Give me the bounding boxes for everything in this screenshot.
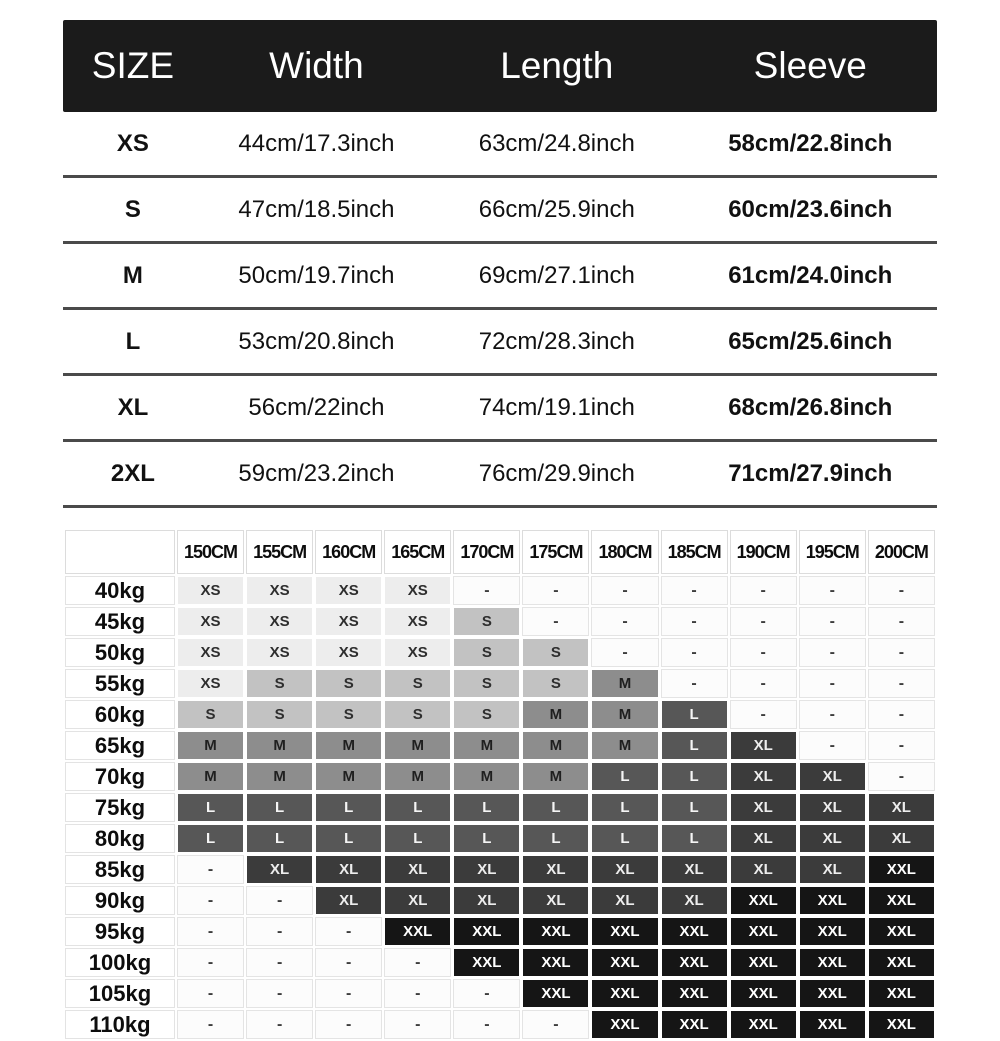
size-table-rows: [63, 112, 937, 508]
fit-cell: M: [591, 669, 658, 698]
fit-cell: XL: [453, 886, 520, 915]
weight-label: 55kg: [65, 669, 175, 698]
fit-cell-empty: -: [799, 607, 866, 636]
fit-cell-empty: -: [315, 948, 382, 977]
matrix-row: [65, 576, 935, 605]
size-table-row: [63, 310, 937, 376]
fit-cell: XXL: [868, 855, 935, 884]
height-header: 185CM: [661, 530, 728, 574]
fit-cell: XXL: [799, 1010, 866, 1039]
matrix-row: [65, 886, 935, 915]
fit-cell: XL: [799, 824, 866, 853]
fit-cell: XXL: [799, 917, 866, 946]
fit-cell: XXL: [868, 948, 935, 977]
fit-cell: XL: [868, 824, 935, 853]
fit-cell: XXL: [591, 979, 658, 1008]
fit-cell: M: [315, 762, 382, 791]
fit-cell: XL: [799, 855, 866, 884]
fit-cell: XXL: [661, 1010, 728, 1039]
fit-cell: L: [315, 824, 382, 853]
weight-label: 65kg: [65, 731, 175, 760]
weight-label: 70kg: [65, 762, 175, 791]
fit-cell: XL: [868, 793, 935, 822]
width-value: 47cm/18.5inch: [238, 195, 395, 223]
matrix-row: [65, 979, 935, 1008]
fit-cell: XL: [591, 855, 658, 884]
matrix-row: [65, 824, 935, 853]
fit-cell: L: [661, 700, 728, 729]
fit-cell-empty: -: [246, 979, 313, 1008]
fit-cell-empty: -: [384, 948, 451, 977]
fit-cell-empty: -: [315, 917, 382, 946]
fit-cell: L: [661, 793, 728, 822]
weight-label: 80kg: [65, 824, 175, 853]
width-value: 53cm/20.8inch: [238, 327, 395, 355]
fit-cell: XXL: [799, 886, 866, 915]
height-header: 175CM: [522, 530, 589, 574]
fit-cell: XS: [246, 638, 313, 667]
weight-label: 85kg: [65, 855, 175, 884]
fit-cell: S: [453, 700, 520, 729]
fit-cell: M: [177, 731, 244, 760]
fit-cell: XXL: [453, 917, 520, 946]
matrix-row: [65, 638, 935, 667]
fit-cell-empty: -: [246, 1010, 313, 1039]
fit-cell-empty: -: [246, 948, 313, 977]
height-header: 155CM: [246, 530, 313, 574]
fit-cell: S: [453, 607, 520, 636]
fit-cell-empty: -: [177, 917, 244, 946]
fit-cell: S: [453, 638, 520, 667]
fit-cell: L: [591, 793, 658, 822]
fit-cell: XL: [384, 886, 451, 915]
matrix-row: [65, 669, 935, 698]
fit-cell-empty: -: [522, 607, 589, 636]
height-header: 195CM: [799, 530, 866, 574]
header-length: Length: [500, 45, 614, 86]
header-width: Width: [269, 45, 364, 86]
fit-cell: M: [246, 731, 313, 760]
fit-cell-empty: -: [453, 979, 520, 1008]
size-table-row: [63, 376, 937, 442]
fit-cell-empty: -: [868, 700, 935, 729]
fit-cell: XXL: [730, 917, 797, 946]
fit-cell-empty: -: [384, 1010, 451, 1039]
fit-cell: XS: [315, 576, 382, 605]
sleeve-value: 60cm/23.6inch: [728, 195, 893, 223]
fit-cell: XS: [177, 669, 244, 698]
fit-cell: XS: [384, 638, 451, 667]
fit-cell-empty: -: [315, 1010, 382, 1039]
fit-cell-empty: -: [384, 979, 451, 1008]
matrix-head: [65, 530, 935, 574]
fit-cell: XXL: [453, 948, 520, 977]
sleeve-value: 65cm/25.6inch: [728, 327, 893, 355]
fit-cell-empty: -: [177, 1010, 244, 1039]
fit-cell-empty: -: [661, 669, 728, 698]
fit-cell: XXL: [868, 1010, 935, 1039]
fit-cell-empty: -: [730, 669, 797, 698]
fit-cell: L: [661, 762, 728, 791]
fit-cell-empty: -: [661, 576, 728, 605]
fit-cell: XXL: [522, 948, 589, 977]
size-label: L: [125, 327, 141, 355]
fit-cell: S: [177, 700, 244, 729]
fit-cell-empty: -: [246, 886, 313, 915]
fit-cell: XS: [246, 576, 313, 605]
fit-cell-empty: -: [799, 700, 866, 729]
fit-cell-empty: -: [799, 669, 866, 698]
fit-cell: XS: [315, 638, 382, 667]
fit-cell-empty: -: [799, 638, 866, 667]
matrix-row: [65, 731, 935, 760]
fit-cell: L: [177, 824, 244, 853]
fit-cell: L: [315, 793, 382, 822]
fit-cell-empty: -: [591, 607, 658, 636]
fit-cell-empty: -: [868, 731, 935, 760]
fit-cell: XXL: [868, 917, 935, 946]
fit-cell: L: [384, 824, 451, 853]
fit-cell: XL: [730, 824, 797, 853]
fit-cell: XXL: [799, 979, 866, 1008]
fit-cell: XL: [246, 855, 313, 884]
size-table-row: [63, 442, 937, 508]
matrix-row: [65, 948, 935, 977]
weight-label: 75kg: [65, 793, 175, 822]
weight-label: 45kg: [65, 607, 175, 636]
matrix-row: [65, 855, 935, 884]
weight-label: 105kg: [65, 979, 175, 1008]
size-table-row: [63, 178, 937, 244]
fit-cell: XXL: [730, 886, 797, 915]
size-label: S: [124, 195, 141, 223]
fit-cell: L: [661, 731, 728, 760]
fit-cell: L: [661, 824, 728, 853]
fit-cell: L: [522, 793, 589, 822]
fit-cell: L: [453, 793, 520, 822]
fit-cell: M: [384, 731, 451, 760]
fit-cell-empty: -: [868, 576, 935, 605]
matrix-body: [65, 576, 935, 1039]
fit-cell: S: [522, 638, 589, 667]
fit-cell-empty: -: [730, 576, 797, 605]
width-value: 59cm/23.2inch: [238, 459, 395, 487]
size-table-row: [63, 244, 937, 310]
fit-cell: L: [177, 793, 244, 822]
weight-label: 95kg: [65, 917, 175, 946]
width-value: 56cm/22inch: [248, 393, 385, 421]
fit-cell-empty: -: [246, 917, 313, 946]
matrix-row: [65, 700, 935, 729]
length-value: 66cm/25.9inch: [478, 195, 635, 223]
matrix-row: [65, 762, 935, 791]
fit-cell: M: [453, 762, 520, 791]
matrix-corner-cell: [65, 530, 175, 574]
matrix-row: [65, 793, 935, 822]
fit-cell: L: [522, 824, 589, 853]
fit-cell: L: [246, 793, 313, 822]
fit-cell: XXL: [661, 948, 728, 977]
fit-cell-empty: -: [453, 1010, 520, 1039]
fit-cell: XL: [730, 855, 797, 884]
fit-cell: S: [246, 669, 313, 698]
fit-cell: XS: [384, 607, 451, 636]
fit-cell: XXL: [384, 917, 451, 946]
weight-label: 40kg: [65, 576, 175, 605]
sleeve-value: 71cm/27.9inch: [728, 459, 893, 487]
fit-cell: XL: [315, 855, 382, 884]
fit-cell: XL: [591, 886, 658, 915]
length-value: 72cm/28.3inch: [478, 327, 635, 355]
fit-cell-empty: -: [661, 607, 728, 636]
fit-cell: XXL: [868, 886, 935, 915]
size-label: M: [122, 261, 143, 289]
fit-cell: XXL: [661, 979, 728, 1008]
fit-cell: XXL: [591, 948, 658, 977]
length-value: 74cm/19.1inch: [478, 393, 635, 421]
fit-cell: S: [246, 700, 313, 729]
fit-cell-empty: -: [591, 638, 658, 667]
fit-cell: XXL: [522, 979, 589, 1008]
header-sleeve: Sleeve: [753, 45, 867, 86]
fit-cell: XXL: [591, 917, 658, 946]
fit-cell-empty: -: [177, 855, 244, 884]
fit-cell-empty: -: [868, 638, 935, 667]
size-table-row: [63, 112, 937, 178]
weight-label: 90kg: [65, 886, 175, 915]
fit-cell: M: [246, 762, 313, 791]
fit-cell: M: [384, 762, 451, 791]
height-header: 200CM: [868, 530, 935, 574]
fit-cell: XXL: [730, 1010, 797, 1039]
fit-cell: L: [591, 824, 658, 853]
fit-cell-empty: -: [661, 638, 728, 667]
fit-cell: XL: [384, 855, 451, 884]
weight-label: 60kg: [65, 700, 175, 729]
weight-label: 100kg: [65, 948, 175, 977]
fit-cell-empty: -: [315, 979, 382, 1008]
sleeve-value: 61cm/24.0inch: [728, 261, 893, 289]
fit-cell-empty: -: [868, 607, 935, 636]
fit-cell: XXL: [522, 917, 589, 946]
fit-cell: XL: [522, 855, 589, 884]
height-header: 165CM: [384, 530, 451, 574]
weight-label: 110kg: [65, 1010, 175, 1039]
fit-cell: XXL: [730, 948, 797, 977]
fit-cell: XS: [177, 576, 244, 605]
fit-cell: L: [246, 824, 313, 853]
fit-cell: XXL: [868, 979, 935, 1008]
fit-cell: XXL: [730, 979, 797, 1008]
fit-cell: XL: [522, 886, 589, 915]
fit-cell: M: [522, 762, 589, 791]
fit-cell: L: [591, 762, 658, 791]
header-size: SIZE: [91, 45, 175, 86]
fit-cell: XL: [730, 762, 797, 791]
fit-cell: XL: [315, 886, 382, 915]
fit-cell: S: [384, 669, 451, 698]
fit-cell: M: [591, 731, 658, 760]
fit-cell: XS: [177, 638, 244, 667]
fit-cell: XL: [799, 793, 866, 822]
size-chart-header: [63, 20, 937, 112]
fit-cell: XS: [177, 607, 244, 636]
matrix-row: [65, 917, 935, 946]
fit-cell-empty: -: [177, 886, 244, 915]
fit-cell: S: [453, 669, 520, 698]
fit-cell: XS: [246, 607, 313, 636]
fit-matrix: [63, 528, 937, 1041]
fit-cell-empty: -: [591, 576, 658, 605]
fit-cell: XL: [453, 855, 520, 884]
width-value: 44cm/17.3inch: [238, 129, 395, 157]
sleeve-value: 68cm/26.8inch: [728, 393, 893, 421]
fit-cell: S: [522, 669, 589, 698]
fit-cell: XXL: [591, 1010, 658, 1039]
matrix-row: [65, 607, 935, 636]
fit-cell: XL: [661, 886, 728, 915]
size-label: XL: [117, 393, 149, 421]
size-label: XS: [116, 129, 149, 157]
sleeve-value: 58cm/22.8inch: [728, 129, 893, 157]
matrix-row: [65, 1010, 935, 1039]
height-header: 160CM: [315, 530, 382, 574]
fit-cell-empty: -: [522, 576, 589, 605]
fit-cell: XS: [315, 607, 382, 636]
fit-cell: XS: [384, 576, 451, 605]
fit-cell-empty: -: [868, 669, 935, 698]
matrix-header-row: [65, 530, 935, 574]
fit-cell: M: [522, 731, 589, 760]
fit-cell: L: [453, 824, 520, 853]
fit-cell: M: [177, 762, 244, 791]
fit-cell: L: [384, 793, 451, 822]
fit-cell: XL: [661, 855, 728, 884]
fit-cell-empty: -: [730, 700, 797, 729]
length-value: 76cm/29.9inch: [478, 459, 635, 487]
fit-cell-empty: -: [730, 607, 797, 636]
fit-cell: M: [315, 731, 382, 760]
size-label: 2XL: [110, 459, 155, 487]
fit-cell-empty: -: [453, 576, 520, 605]
fit-cell: XL: [730, 793, 797, 822]
fit-cell: M: [522, 700, 589, 729]
fit-cell-empty: -: [522, 1010, 589, 1039]
fit-cell: S: [315, 669, 382, 698]
fit-cell: XL: [799, 762, 866, 791]
fit-cell-empty: -: [177, 948, 244, 977]
fit-cell: S: [315, 700, 382, 729]
fit-cell: M: [591, 700, 658, 729]
fit-cell-empty: -: [177, 979, 244, 1008]
fit-cell-empty: -: [799, 576, 866, 605]
fit-cell-empty: -: [868, 762, 935, 791]
fit-cell-empty: -: [730, 638, 797, 667]
weight-label: 50kg: [65, 638, 175, 667]
fit-cell: M: [453, 731, 520, 760]
fit-cell: XL: [730, 731, 797, 760]
fit-cell: XXL: [799, 948, 866, 977]
fit-cell: XXL: [661, 917, 728, 946]
height-header: 150CM: [177, 530, 244, 574]
fit-cell: S: [384, 700, 451, 729]
fit-cell-empty: -: [799, 731, 866, 760]
width-value: 50cm/19.7inch: [238, 261, 395, 289]
height-header: 190CM: [730, 530, 797, 574]
height-header: 170CM: [453, 530, 520, 574]
length-value: 69cm/27.1inch: [478, 261, 635, 289]
length-value: 63cm/24.8inch: [478, 129, 635, 157]
height-header: 180CM: [591, 530, 658, 574]
